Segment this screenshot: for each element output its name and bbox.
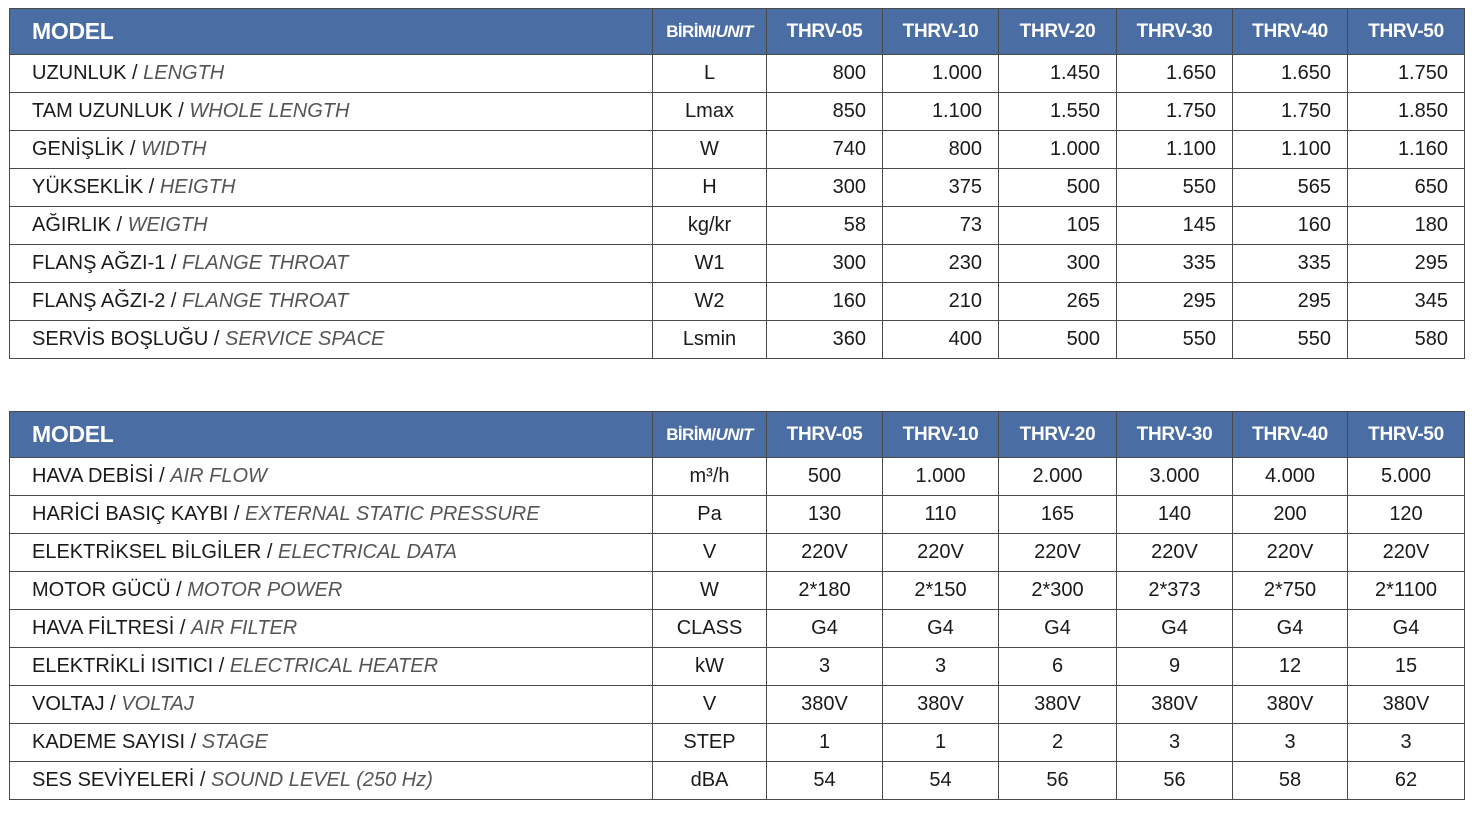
value-cell: 220V <box>1348 534 1465 572</box>
label-turkish: YÜKSEKLİK <box>32 176 144 198</box>
row-label <box>10 648 653 686</box>
label-turkish: HAVA FİLTRESİ <box>32 617 175 639</box>
value-cell: G4 <box>767 610 883 648</box>
label-turkish: FLANŞ AĞZI-2 <box>32 290 166 312</box>
value-cell: 380V <box>1348 686 1465 724</box>
table-row <box>10 169 1465 207</box>
label-english: STAGE <box>201 731 268 753</box>
value-cell: 375 <box>883 169 999 207</box>
unit-header <box>653 9 767 55</box>
value-cell: 105 <box>999 207 1117 245</box>
label-turkish: SES SEVİYELERİ <box>32 769 195 791</box>
label-english: WHOLE LENGTH <box>189 100 350 122</box>
table-row <box>10 458 1465 496</box>
label-turkish: SERVİS BOŞLUĞU <box>32 328 209 350</box>
label-separator: / <box>104 693 122 715</box>
unit-header-en: UNIT <box>715 424 753 444</box>
label-turkish: KADEME SAYISI <box>32 731 186 753</box>
unit-cell: STEP <box>653 724 767 762</box>
label-separator: / <box>165 252 183 274</box>
row-label <box>10 169 653 207</box>
value-cell: 580 <box>1348 321 1465 359</box>
value-cell: 1.000 <box>999 131 1117 169</box>
value-cell: 800 <box>767 55 883 93</box>
value-cell: 550 <box>1117 321 1233 359</box>
model-column-header: THRV-10 <box>883 412 999 458</box>
value-cell: 500 <box>999 169 1117 207</box>
table-row <box>10 572 1465 610</box>
model-column-header: THRV-50 <box>1348 412 1465 458</box>
value-cell: 180 <box>1348 207 1465 245</box>
unit-cell: W <box>653 572 767 610</box>
value-cell: 345 <box>1348 283 1465 321</box>
value-cell: 295 <box>1233 283 1348 321</box>
value-cell: 4.000 <box>1233 458 1348 496</box>
value-cell: 230 <box>883 245 999 283</box>
value-cell: 1.100 <box>1233 131 1348 169</box>
row-label <box>10 686 653 724</box>
header-row <box>10 9 1465 55</box>
model-column-header: THRV-20 <box>999 9 1117 55</box>
label-english: ELECTRICAL HEATER <box>229 655 439 677</box>
label-english: SOUND LEVEL (250 Hz) <box>210 769 433 791</box>
value-cell: 3.000 <box>1117 458 1233 496</box>
value-cell: 740 <box>767 131 883 169</box>
value-cell: 1.550 <box>999 93 1117 131</box>
value-cell: 2*373 <box>1117 572 1233 610</box>
label-turkish: AĞIRLIK <box>32 214 111 236</box>
model-column-header: THRV-50 <box>1348 9 1465 55</box>
value-cell: 300 <box>999 245 1117 283</box>
value-cell: 160 <box>1233 207 1348 245</box>
label-turkish: ELEKTRİKLİ ISITICI <box>32 655 214 677</box>
label-turkish: TAM UZUNLUK <box>32 100 173 122</box>
value-cell: 220V <box>1233 534 1348 572</box>
table-row <box>10 762 1465 800</box>
value-cell: 3 <box>767 648 883 686</box>
table-row <box>10 724 1465 762</box>
unit-cell: Lmax <box>653 93 767 131</box>
value-cell: 650 <box>1348 169 1465 207</box>
unit-header-en: UNIT <box>715 21 753 41</box>
dimensions-table <box>9 8 1465 359</box>
value-cell: 56 <box>1117 762 1233 800</box>
label-separator: / <box>174 617 191 639</box>
row-label <box>10 458 653 496</box>
value-cell: 335 <box>1233 245 1348 283</box>
header-row <box>10 412 1465 458</box>
value-cell: 2*300 <box>999 572 1117 610</box>
value-cell: 15 <box>1348 648 1465 686</box>
model-column-header: THRV-10 <box>883 9 999 55</box>
unit-cell: m³/h <box>653 458 767 496</box>
value-cell: 62 <box>1348 762 1465 800</box>
table-row <box>10 55 1465 93</box>
label-turkish: FLANŞ AĞZI-1 <box>32 252 166 274</box>
row-label <box>10 245 653 283</box>
model-header: MODEL <box>10 9 653 55</box>
value-cell: 335 <box>1117 245 1233 283</box>
table-row <box>10 534 1465 572</box>
label-english: AIR FILTER <box>190 617 298 639</box>
row-label <box>10 724 653 762</box>
value-cell: 54 <box>767 762 883 800</box>
value-cell: 3 <box>1117 724 1233 762</box>
label-english: ELECTRICAL DATA <box>278 541 457 563</box>
model-header: MODEL <box>10 412 653 458</box>
row-label <box>10 93 653 131</box>
value-cell: 1 <box>883 724 999 762</box>
value-cell: 58 <box>1233 762 1348 800</box>
value-cell: G4 <box>1348 610 1465 648</box>
table-row <box>10 93 1465 131</box>
label-english: MOTOR POWER <box>187 579 343 601</box>
value-cell: 380V <box>1233 686 1348 724</box>
value-cell: 1.750 <box>1117 93 1233 131</box>
value-cell: 3 <box>1233 724 1348 762</box>
value-cell: 12 <box>1233 648 1348 686</box>
row-label <box>10 610 653 648</box>
value-cell: 1.450 <box>999 55 1117 93</box>
value-cell: 2.000 <box>999 458 1117 496</box>
unit-header-tr: BİRİM/ <box>666 21 716 41</box>
value-cell: 1.650 <box>1233 55 1348 93</box>
table-row <box>10 610 1465 648</box>
unit-header-tr: BİRİM/ <box>666 424 716 444</box>
value-cell: 58 <box>767 207 883 245</box>
row-label <box>10 321 653 359</box>
value-cell: 140 <box>1117 496 1233 534</box>
value-cell: 295 <box>1117 283 1233 321</box>
value-cell: 3 <box>1348 724 1465 762</box>
value-cell: 380V <box>767 686 883 724</box>
label-separator: / <box>170 579 188 601</box>
value-cell: 54 <box>883 762 999 800</box>
value-cell: 130 <box>767 496 883 534</box>
label-english: SERVICE SPACE <box>225 328 385 350</box>
model-column-header: THRV-30 <box>1117 412 1233 458</box>
value-cell: 1.750 <box>1233 93 1348 131</box>
value-cell: 850 <box>767 93 883 131</box>
value-cell: G4 <box>1233 610 1348 648</box>
value-cell: 2 <box>999 724 1117 762</box>
value-cell: 2*1100 <box>1348 572 1465 610</box>
value-cell: 300 <box>767 169 883 207</box>
value-cell: 2*150 <box>883 572 999 610</box>
unit-cell: V <box>653 534 767 572</box>
row-label <box>10 283 653 321</box>
value-cell: G4 <box>883 610 999 648</box>
value-cell: 1.100 <box>883 93 999 131</box>
value-cell: 380V <box>1117 686 1233 724</box>
unit-cell: W1 <box>653 245 767 283</box>
model-column-header: THRV-05 <box>767 412 883 458</box>
unit-cell: W2 <box>653 283 767 321</box>
table-row <box>10 283 1465 321</box>
label-english: WIDTH <box>140 138 207 160</box>
label-english: WEIGTH <box>127 214 208 236</box>
value-cell: 120 <box>1348 496 1465 534</box>
value-cell: 56 <box>999 762 1117 800</box>
value-cell: 550 <box>1117 169 1233 207</box>
label-separator: / <box>228 503 246 525</box>
table-row <box>10 131 1465 169</box>
row-label <box>10 762 653 800</box>
value-cell: 500 <box>999 321 1117 359</box>
label-english: LENGTH <box>143 62 225 84</box>
value-cell: 295 <box>1348 245 1465 283</box>
value-cell: 220V <box>1117 534 1233 572</box>
label-separator: / <box>143 176 160 198</box>
label-english: VOLTAJ <box>121 693 194 715</box>
label-turkish: HARİCİ BASIÇ KAYBI <box>32 503 229 525</box>
label-english: FLANGE THROAT <box>182 290 349 312</box>
unit-cell: L <box>653 55 767 93</box>
table-row <box>10 496 1465 534</box>
unit-cell: H <box>653 169 767 207</box>
value-cell: 300 <box>767 245 883 283</box>
unit-cell: dBA <box>653 762 767 800</box>
value-cell: 380V <box>999 686 1117 724</box>
value-cell: 500 <box>767 458 883 496</box>
unit-cell: W <box>653 131 767 169</box>
unit-cell: kW <box>653 648 767 686</box>
model-column-header: THRV-05 <box>767 9 883 55</box>
label-turkish: HAVA DEBİSİ <box>32 465 154 487</box>
row-label <box>10 55 653 93</box>
value-cell: 145 <box>1117 207 1233 245</box>
model-column-header: THRV-40 <box>1233 9 1348 55</box>
value-cell: 2*180 <box>767 572 883 610</box>
value-cell: 6 <box>999 648 1117 686</box>
unit-cell: Lsmin <box>653 321 767 359</box>
value-cell: 2*750 <box>1233 572 1348 610</box>
value-cell: 1 <box>767 724 883 762</box>
label-separator: / <box>261 541 279 563</box>
technical-data-table <box>9 411 1465 800</box>
value-cell: G4 <box>999 610 1117 648</box>
row-label <box>10 572 653 610</box>
value-cell: G4 <box>1117 610 1233 648</box>
value-cell: 220V <box>767 534 883 572</box>
label-english: EXTERNAL STATIC PRESSURE <box>245 503 540 525</box>
value-cell: 3 <box>883 648 999 686</box>
value-cell: 9 <box>1117 648 1233 686</box>
table-row <box>10 648 1465 686</box>
label-english: AIR FLOW <box>170 465 267 487</box>
unit-cell: kg/kr <box>653 207 767 245</box>
label-english: HEIGTH <box>159 176 236 198</box>
label-separator: / <box>208 328 226 350</box>
table-row <box>10 245 1465 283</box>
value-cell: 550 <box>1233 321 1348 359</box>
label-turkish: UZUNLUK <box>32 62 127 84</box>
value-cell: 5.000 <box>1348 458 1465 496</box>
value-cell: 200 <box>1233 496 1348 534</box>
label-separator: / <box>126 62 144 84</box>
value-cell: 1.000 <box>883 458 999 496</box>
value-cell: 160 <box>767 283 883 321</box>
row-label <box>10 131 653 169</box>
value-cell: 380V <box>883 686 999 724</box>
value-cell: 165 <box>999 496 1117 534</box>
label-separator: / <box>194 769 211 791</box>
value-cell: 1.000 <box>883 55 999 93</box>
label-separator: / <box>124 138 141 160</box>
row-label <box>10 534 653 572</box>
unit-header <box>653 412 767 458</box>
value-cell: 1.100 <box>1117 131 1233 169</box>
value-cell: 360 <box>767 321 883 359</box>
value-cell: 565 <box>1233 169 1348 207</box>
row-label <box>10 207 653 245</box>
label-turkish: ELEKTRİKSEL BİLGİLER <box>32 541 262 563</box>
label-turkish: GENİŞLİK <box>32 138 125 160</box>
value-cell: 110 <box>883 496 999 534</box>
row-label <box>10 496 653 534</box>
model-column-header: THRV-20 <box>999 412 1117 458</box>
value-cell: 73 <box>883 207 999 245</box>
label-separator: / <box>213 655 230 677</box>
unit-cell: V <box>653 686 767 724</box>
table-row <box>10 686 1465 724</box>
value-cell: 220V <box>883 534 999 572</box>
label-separator: / <box>153 465 171 487</box>
unit-cell: Pa <box>653 496 767 534</box>
value-cell: 1.160 <box>1348 131 1465 169</box>
model-column-header: THRV-30 <box>1117 9 1233 55</box>
label-separator: / <box>185 731 202 753</box>
value-cell: 265 <box>999 283 1117 321</box>
value-cell: 800 <box>883 131 999 169</box>
value-cell: 1.750 <box>1348 55 1465 93</box>
table-row <box>10 321 1465 359</box>
value-cell: 220V <box>999 534 1117 572</box>
table-row <box>10 207 1465 245</box>
label-separator: / <box>172 100 190 122</box>
label-separator: / <box>165 290 183 312</box>
value-cell: 400 <box>883 321 999 359</box>
label-separator: / <box>110 214 128 236</box>
value-cell: 210 <box>883 283 999 321</box>
model-column-header: THRV-40 <box>1233 412 1348 458</box>
label-turkish: MOTOR GÜCÜ <box>32 579 171 601</box>
value-cell: 1.850 <box>1348 93 1465 131</box>
label-turkish: VOLTAJ <box>32 693 105 715</box>
unit-cell: CLASS <box>653 610 767 648</box>
value-cell: 1.650 <box>1117 55 1233 93</box>
label-english: FLANGE THROAT <box>182 252 349 274</box>
